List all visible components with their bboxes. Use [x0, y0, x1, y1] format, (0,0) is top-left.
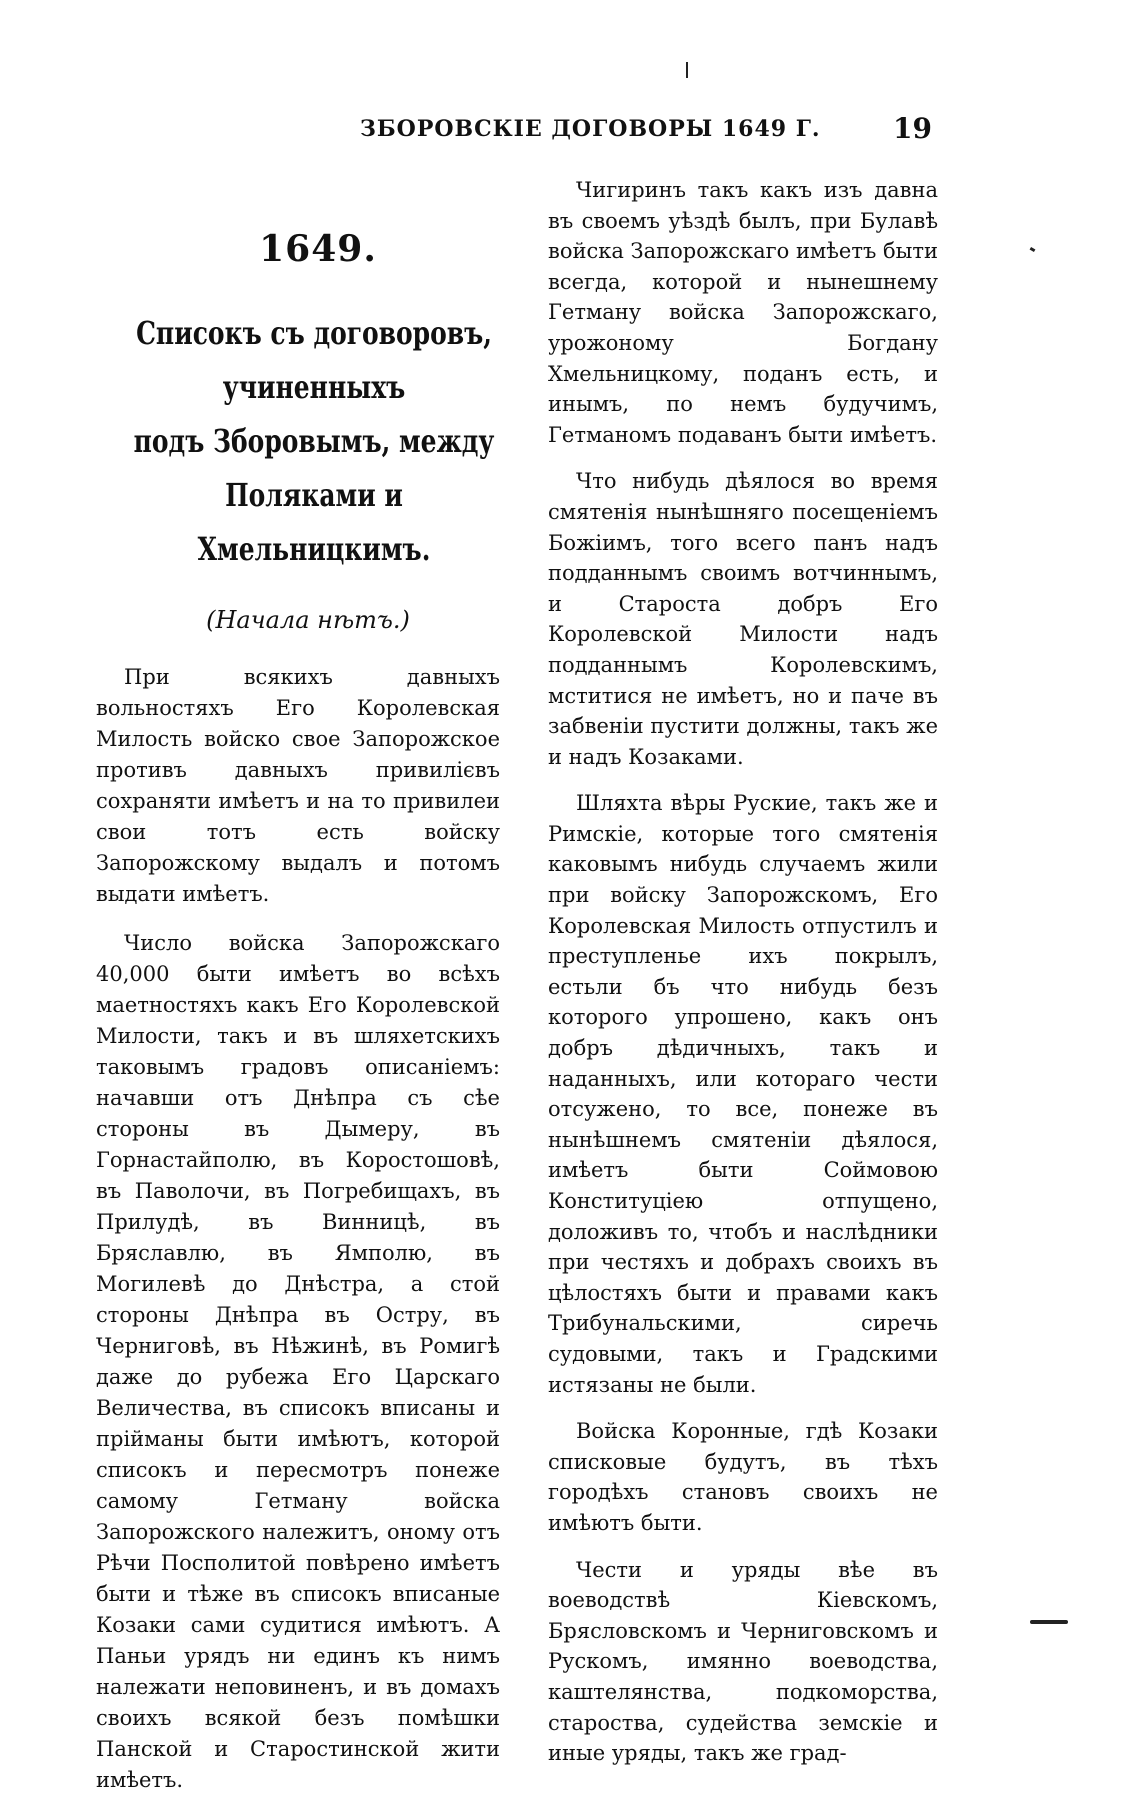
- page-number: 19: [893, 112, 932, 145]
- running-title: ЗБОРОВСКІЕ ДОГОВОРЫ 1649 Г.: [360, 116, 821, 142]
- heading-line: подъ Зборовымъ, между Поляками и: [133, 422, 495, 514]
- heading-line: Хмельницкимъ.: [197, 530, 431, 568]
- paragraph: Число войска Запорожскаго 40,000 быти имѣетъ во всѣхъ маетностяхъ какъ Его Королевской Милости, такъ и въ шляхетскихъ таковымъ градовъ описаніемъ: начавши отъ Днѣпра съ сѣе стороны въ Дымеру, въ Горнастайполю, въ Коростошовѣ, въ Паволочи, въ Погребищахъ, въ Прилудѣ, въ Винницѣ, въ Бряславлю, въ Ямполю, въ Могилевѣ до Днѣстра, а стой стороны Днѣпра въ Остру, въ Черниговѣ, въ Нѣжинѣ, въ Ромигѣ даже до рубежа Его Царскаго Величества, въ списокъ вписаны и прійманы быти имѣютъ, которой списокъ и пересмотръ понеже самому Гетману войска Запорожского належитъ, оному отъ Рѣчи Посполитой повѣрено имѣетъ быти и тѣже въ списокъ вписаные Козаки сами судитися имѣютъ. А Паньи урядъ ни единъ къ нимъ належати неповиненъ, и въ домахъ своихъ всякой безъ помѣшки Панской и Старостинской жити имѣетъ.: [96, 931, 500, 1792]
- paragraph: Что нибудь дѣялося во время смятенія нынѣшняго посещеніемъ Божіимъ, того всего панъ надъ подданнымъ своимъ вотчиннымъ, и Староста добръ Его Королевской Милости надъ подданнымъ Королевскимъ, мститися не имѣетъ, но и паче въ забвеніи пустити должны, такъ же и надъ Козаками.: [548, 469, 938, 769]
- ink-stroke-bottom: [1030, 1620, 1068, 1624]
- ink-speck-top: [686, 62, 688, 78]
- running-head: [340, 112, 940, 152]
- ink-speck-right: [1030, 247, 1036, 252]
- right-column: [548, 175, 938, 1785]
- heading-line: Списокъ съ договоровъ, учиненныхъ: [136, 314, 492, 406]
- paragraph: При всякихъ давныхъ вольностяхъ Его Королевская Милость войско свое Запорожское противъ давныхъ привилієвъ сохраняти имѣетъ и на то привилеи свои тотъ есть войску Запорожскому выдалъ и потомъ выдати имѣетъ.: [96, 665, 500, 906]
- paragraph: Чести и уряды вѣе въ воеводствѣ Кіевскомъ, Брясловскомъ и Черниговскомъ и Рускомъ, имянно воеводства, каштелянства, подкоморства, староства, судейства земскіе и иные уряды, такъ же град-: [548, 1557, 938, 1766]
- document-subheading: (Начала нѣтъ.): [206, 606, 410, 634]
- paragraph: Чигиринъ такъ какъ изъ давна въ своемъ уѣздѣ былъ, при Булавѣ войска Запорожскаго имѣетъ быти всегда, которой и нынешнему Гетману войска Запорожскаго, урожоному Богдану Хмельницкому, поданъ есть, и инымъ, по немъ будучимъ, Гетманомъ подаванъ быти имѣетъ.: [548, 178, 938, 447]
- left-column: [96, 228, 500, 1814]
- paragraph: Войска Коронные, гдѣ Козаки списковые будутъ, въ тѣхъ городѣхъ становъ своихъ не имѣютъ быти.: [548, 1419, 938, 1535]
- document-heading: [97, 306, 517, 576]
- paragraph: Шляхта вѣры Руские, такъ же и Римскіе, которые того смятенія каковымъ нибудь случаемъ жили при войску Запорожскомъ, Его Королевская Милость отпустилъ и преступленье ихъ покрылъ, естьли бъ что нибудь безъ которого упрошено, какъ онъ добръ дѣдичныхъ, такъ и наданныхъ, или котораго чести отсужено, то все, понеже въ нынѣшнемъ смятеніи дѣялося, имѣетъ быти Соймовою Конституціею отпущено, доложивъ то, чтобъ и наслѣдники при честяхъ и добрахъ своихъ въ цѣлостяхъ быти и правами какъ Трибунальскими, сиречь судовыми, такъ и Градскими истязаны не были.: [548, 791, 938, 1397]
- document-year: 1649.: [259, 228, 377, 270]
